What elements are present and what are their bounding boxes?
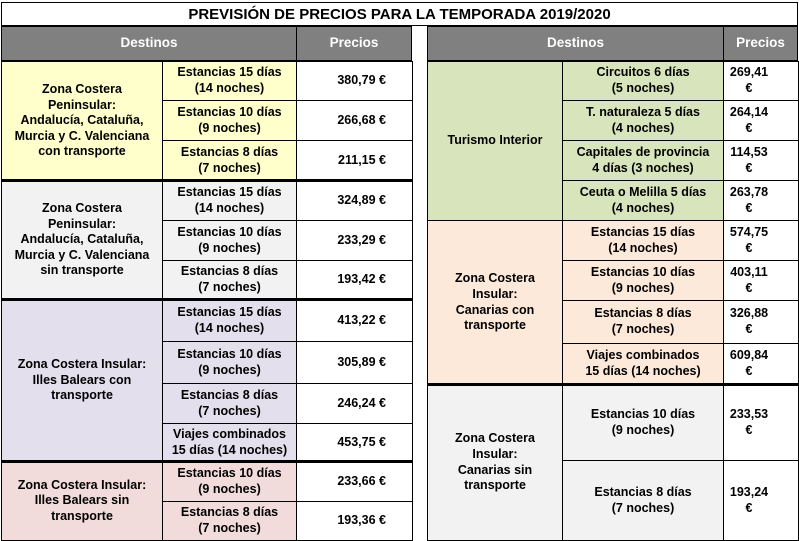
right-price-cell: 114,53 €	[723, 140, 799, 181]
right-price-cell: 193,24 €	[723, 460, 799, 541]
right-stay-cell: Viajes combinados 15 días (14 noches)	[562, 343, 724, 385]
column-divider	[411, 26, 428, 540]
left-stay-cell: Estancias 15 días (14 noches)	[162, 61, 297, 101]
header-destinos-right: Destinos	[427, 26, 724, 61]
left-stay-cell: Estancias 8 días (7 noches)	[162, 260, 297, 300]
left-stay-cell: Estancias 10 días (9 noches)	[162, 461, 297, 502]
right-stay-cell: Estancias 10 días (9 noches)	[562, 384, 724, 461]
right-stay-cell: Circuitos 6 días (5 noches)	[562, 61, 724, 101]
right-zone-cell: Zona Costera Insular: Canarias con transporte	[427, 220, 563, 385]
left-price-cell: 380,79 €	[296, 61, 413, 101]
right-stay-cell: Capitales de provincia 4 días (3 noches)	[562, 140, 724, 181]
left-group-separator	[1, 179, 413, 182]
page-title: PREVISIÓN DE PRECIOS PARA LA TEMPORADA 2019/2020	[1, 2, 798, 26]
right-price-cell: 269,41 €	[723, 61, 799, 101]
left-stay-cell: Estancias 8 días (7 noches)	[162, 501, 297, 541]
left-stay-cell: Estancias 15 días (14 noches)	[162, 180, 297, 221]
left-price-cell: 233,29 €	[296, 220, 413, 261]
right-stay-cell: Estancias 15 días (14 noches)	[562, 220, 724, 261]
right-price-cell: 403,11 €	[723, 260, 799, 301]
left-price-cell: 233,66 €	[296, 461, 413, 502]
right-price-cell: 574,75 €	[723, 220, 799, 261]
left-zone-cell: Zona Costera Peninsular: Andalucía, Cataluña, Murcia y C. Valenciana sin transporte	[1, 180, 163, 300]
right-stay-cell: Estancias 10 días (9 noches)	[562, 260, 724, 301]
left-stay-cell: Estancias 15 días (14 noches)	[162, 299, 297, 342]
left-price-cell: 266,68 €	[296, 100, 413, 141]
header-destinos-left: Destinos	[1, 26, 297, 61]
left-price-cell: 305,89 €	[296, 341, 413, 384]
right-zone-cell: Zona Costera Insular: Canarias sin transporte	[427, 384, 563, 541]
left-stay-cell: Estancias 8 días (7 noches)	[162, 140, 297, 181]
right-price-cell: 263,78 €	[723, 180, 799, 221]
right-price-cell: 233,53 €	[723, 384, 799, 461]
right-price-cell: 326,88 €	[723, 300, 799, 344]
right-group-separator	[427, 383, 799, 386]
left-price-cell: 453,75 €	[296, 423, 413, 462]
right-stay-cell: T. naturaleza 5 días (4 noches)	[562, 100, 724, 141]
left-stay-cell: Estancias 10 días (9 noches)	[162, 100, 297, 141]
header-precios-left: Precios	[296, 26, 412, 61]
left-zone-cell: Zona Costera Insular: Illes Balears con transporte	[1, 299, 163, 462]
left-stay-cell: Estancias 10 días (9 noches)	[162, 341, 297, 384]
left-price-cell: 246,24 €	[296, 383, 413, 424]
left-group-separator	[1, 460, 413, 463]
left-price-cell: 413,22 €	[296, 299, 413, 342]
right-stay-cell: Ceuta o Melilla 5 días (4 noches)	[562, 180, 724, 221]
right-price-cell: 264,14 €	[723, 100, 799, 141]
right-zone-cell: Turismo Interior	[427, 61, 563, 221]
left-price-cell: 324,89 €	[296, 180, 413, 221]
right-stay-cell: Estancias 8 días (7 noches)	[562, 460, 724, 541]
left-zone-cell: Zona Costera Peninsular: Andalucía, Cataluña, Murcia y C. Valenciana con transporte	[1, 61, 163, 181]
left-group-separator	[1, 298, 413, 301]
left-zone-cell: Zona Costera Insular: Illes Balears sin transporte	[1, 461, 163, 541]
left-price-cell: 211,15 €	[296, 140, 413, 181]
right-stay-cell: Estancias 8 días (7 noches)	[562, 300, 724, 344]
left-stay-cell: Estancias 10 días (9 noches)	[162, 220, 297, 261]
left-price-cell: 193,42 €	[296, 260, 413, 300]
left-stay-cell: Viajes combinados 15 días (14 noches)	[162, 423, 297, 462]
header-precios-right: Precios	[723, 26, 798, 61]
right-price-cell: 609,84 €	[723, 343, 799, 385]
left-stay-cell: Estancias 8 días (7 noches)	[162, 383, 297, 424]
left-price-cell: 193,36 €	[296, 501, 413, 541]
